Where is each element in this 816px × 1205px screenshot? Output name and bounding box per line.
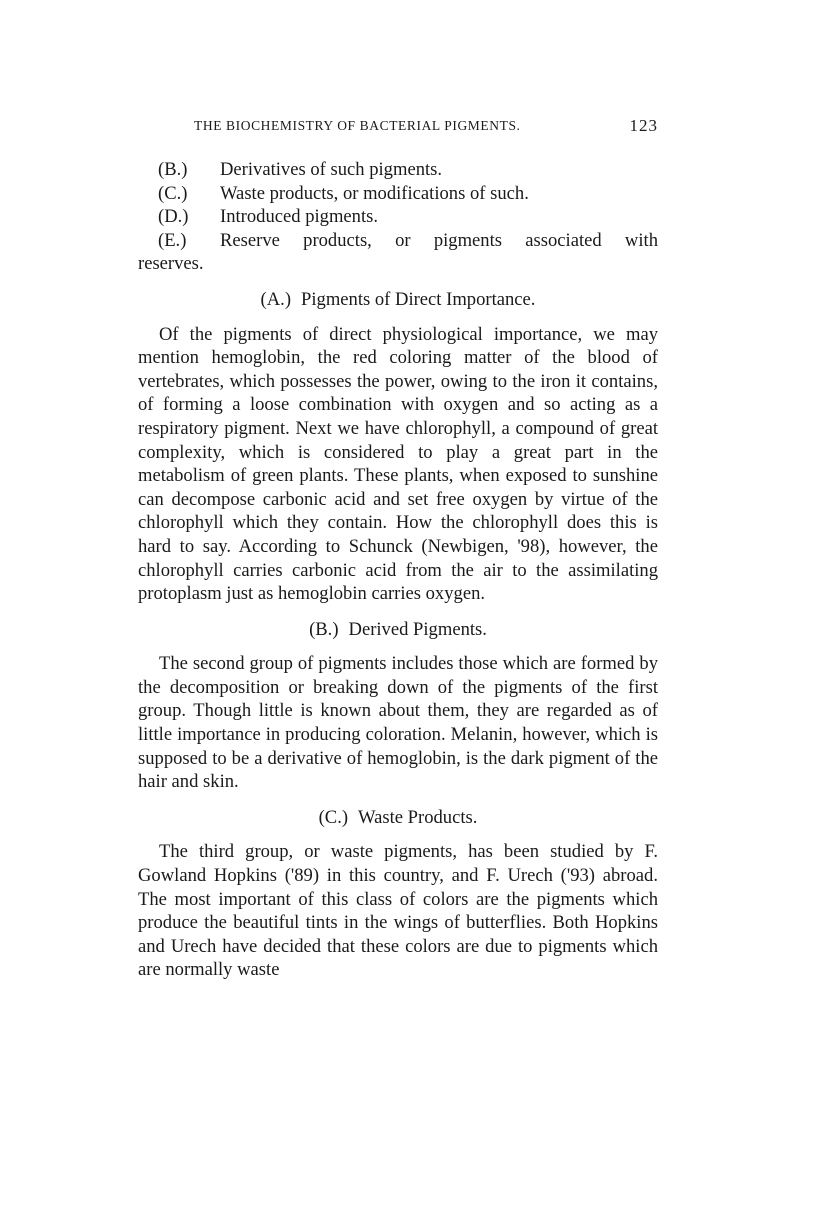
list-item-text-continued: reserves. xyxy=(138,253,204,275)
page-number: 123 xyxy=(629,116,658,135)
section-heading-label: (C.) xyxy=(318,806,349,828)
list-item-label: (E.) xyxy=(158,229,187,251)
list-item-text: Waste products, or modifications of such. xyxy=(220,182,529,204)
list-item-text: Reserve products, or pigments associated with xyxy=(220,229,658,251)
section-heading xyxy=(138,806,658,830)
section-heading-title: Waste Products. xyxy=(358,806,478,828)
section-heading xyxy=(138,288,658,312)
section-heading xyxy=(138,618,658,642)
section-heading-label: (B.) xyxy=(309,618,339,640)
section-heading-label: (A.) xyxy=(260,288,292,310)
list-item-text: Introduced pigments. xyxy=(220,206,379,228)
list-item xyxy=(138,205,658,229)
list-item-label: (C.) xyxy=(158,182,188,204)
list-item-label: (D.) xyxy=(158,206,189,228)
list-item xyxy=(138,158,658,182)
section-heading-title: Derived Pigments. xyxy=(348,618,487,640)
body-text xyxy=(138,158,658,982)
section-paragraph: Of the pigments of direct physiological importance, we may mention hemoglobin, the red coloring matter of the blood of vertebrates, which possesses the power, owing to the iron it contains, of forming a loose combination with oxygen and so acting as a respiratory pigment. Next we have chlorophyll, a compound of great complexity, which is considered to play a great part in the metabolism of green plants. These plants, when exposed to sunshine can decompose carbonic acid and set free oxygen by virtue of the chlorophyll which they contain. How the chlorophyll does this is hard to say. According to Schunck (Newbigen, '98), however, the chlorophyll carries carbonic acid from the air to the assimilating protoplasm just as hemoglobin carries oxygen. xyxy=(138,323,658,605)
list-item xyxy=(138,229,658,276)
list-item xyxy=(138,182,658,206)
list-item-label: (B.) xyxy=(158,159,188,180)
section-heading-title: Pigments of Direct Importance. xyxy=(301,288,536,310)
running-head-title: THE BIOCHEMISTRY OF BACTERIAL PIGMENTS. xyxy=(194,118,521,133)
section-paragraph: The second group of pigments includes those which are formed by the decomposition or breaking down of the pigments of the first group. Though little is known about them, they are regarded as of little importance in producing coloration. Melanin, however, which is supposed to be a derivative of hemoglobin, is the dark pigment of the hair and skin. xyxy=(138,653,658,793)
list-item-text: Derivatives of such pigments. xyxy=(220,159,443,180)
section-paragraph: The third group, or waste pigments, has been studied by F. Gowland Hopkins ('89) in this country, and F. Urech ('93) abroad. The most important of this class of colors are the pigments which produce the beautiful tints in the wings of butterflies. Both Hopkins and Urech have decided that these colors are due to pigments which are normally waste xyxy=(138,841,658,981)
